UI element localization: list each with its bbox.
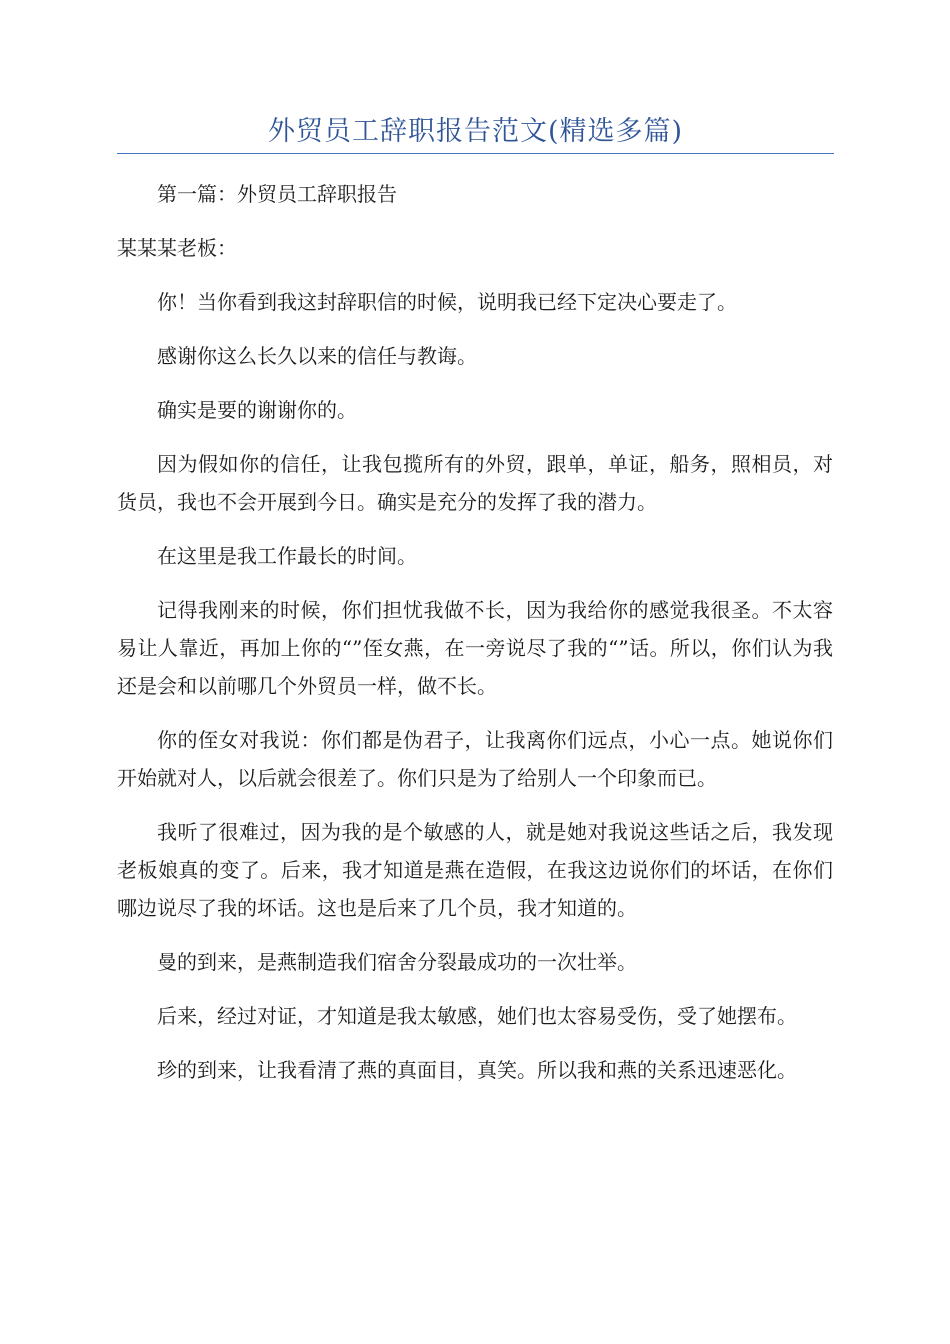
paragraph: 你的侄女对我说：你们都是伪君子，让我离你们远点，小心一点。她说你们开始就对人，以后就会很差了。你们只是为了给别人一个印象而已。 (117, 728, 833, 790)
paragraph: 后来，经过对证，才知道是我太敏感，她们也太容易受伤，受了她摆布。 (157, 1004, 797, 1028)
paragraph: 你！当你看到我这封辞职信的时候，说明我已经下定决心要走了。 (157, 290, 737, 314)
paragraph: 曼的到来，是燕制造我们宿舍分裂最成功的一次壮举。 (157, 950, 637, 974)
document-body (117, 175, 833, 1089)
paragraph: 因为假如你的信任，让我包揽所有的外贸，跟单，单证，船务，照相员，对货员，我也不会开展到今日。确实是充分的发挥了我的潜力。 (117, 452, 833, 514)
paragraph: 记得我刚来的时候，你们担忧我做不长，因为我给你的感觉我很圣。不太容易让人靠近，再加上你的“”侄女燕，在一旁说尽了我的“”话。所以，你们认为我还是会和以前哪几个外贸员一样，做不长。 (117, 598, 833, 698)
paragraph: 在这里是我工作最长的时间。 (157, 544, 417, 568)
title-underline (117, 153, 834, 154)
paragraph: 感谢你这么长久以来的信任与教诲。 (157, 344, 477, 368)
document-title: 外贸员工辞职报告范文(精选多篇) (267, 116, 684, 147)
paragraph: 某某某老板： (117, 236, 237, 260)
paragraph: 确实是要的谢谢你的。 (157, 398, 357, 422)
paragraph: 第一篇：外贸员工辞职报告 (157, 182, 397, 206)
paragraph: 我听了很难过，因为我的是个敏感的人，就是她对我说这些话之后，我发现老板娘真的变了。后来，我才知道是燕在造假，在我这边说你们的坏话，在你们哪边说尽了我的坏话。这也是后来了几个员，我才知道的。 (117, 820, 833, 920)
paragraph: 珍的到来，让我看清了燕的真面目，真笑。所以我和燕的关系迅速恶化。 (157, 1058, 797, 1082)
